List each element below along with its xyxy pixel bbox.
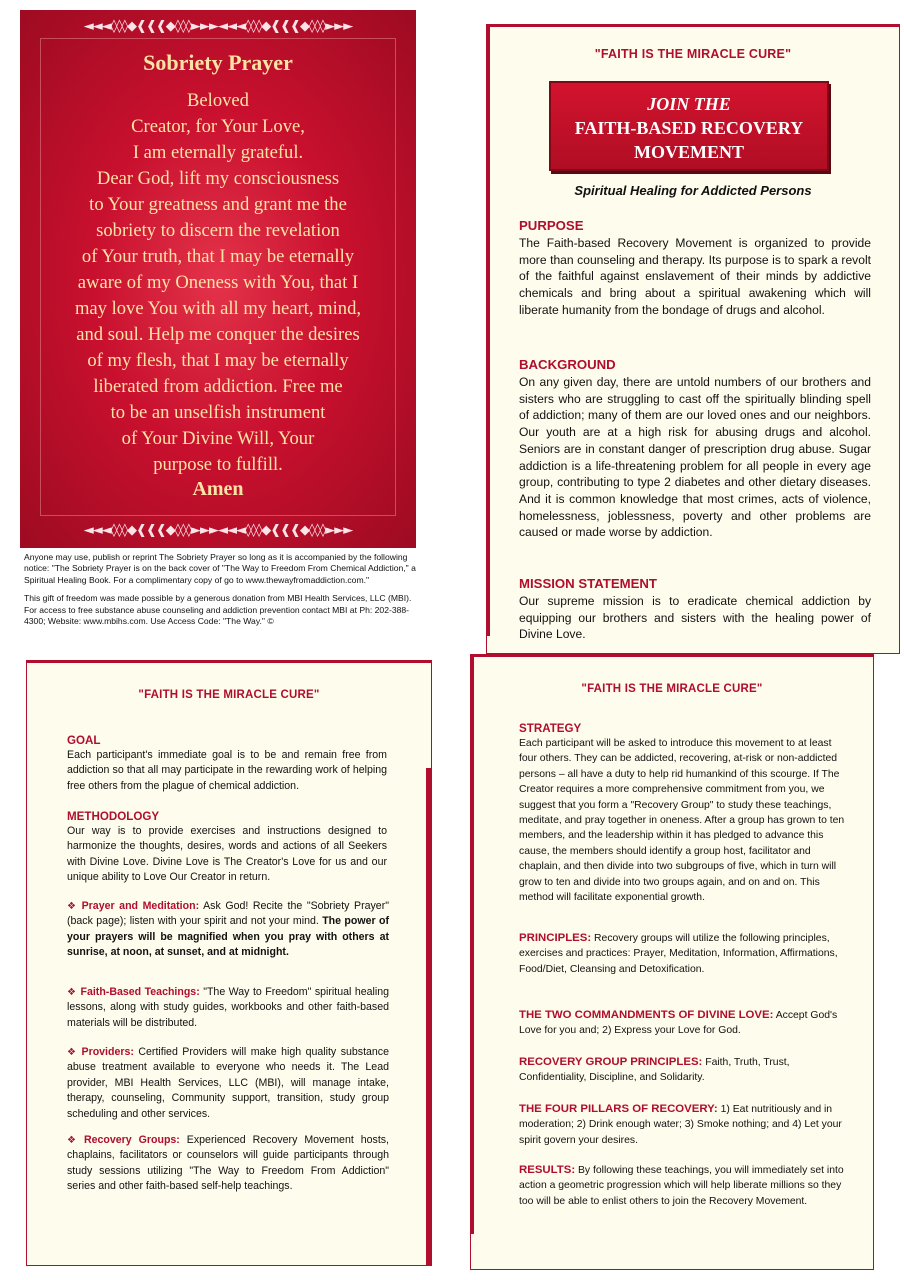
methodology-heading: METHODOLOGY [67,810,160,823]
commandments-text: Accept God's Love for you and; 2) Express your Love for God. [519,1010,838,1037]
prayer-line: to Your greatness and grant me the [89,194,347,215]
bullet-text: "The Way to Freedom" spiritual healing lessons, along with study guides, workbooks and other faith-based materials will be distributed. [67,986,389,1029]
mission-heading: MISSION STATEMENT [519,576,657,591]
diamond-bullet-icon: ❖ [67,901,78,912]
principles-section [519,931,849,977]
prayer-line: to be an unselfish instrument [110,402,326,423]
recovery-group-principles-text: Faith, Truth, Trust, Confidentiality, Discipline, and Solidarity. [519,1057,790,1084]
prayer-card [20,10,416,548]
purpose-text: The Faith-based Recovery Movement is organized to provide more than counseling and therapy. Its purpose is to spark a revolt of the faithful against enslavement of their minds by addictive chemicals and bring about a spiritual awakening which will liberate humanity from the bondage of drugs and alcohol. [519,236,871,317]
results-label: RESULTS: [519,1164,576,1176]
goal-heading: GOAL [67,734,101,747]
background-section [519,356,871,541]
prayer-line: of Your truth, that I may be eternally [81,246,355,267]
panel-side-bar [426,768,431,1266]
prayer-line: may love You with all my heart, mind, [74,298,362,319]
goal-text: Each participant's immediate goal is to be and remain free from addiction so that all may participate in the rewarding work of helping free others from the plague of chemical addiction. [67,749,387,792]
mission-section [519,575,871,643]
panel-kicker: "FAITH IS THE MIRACLE CURE" [581,683,763,695]
ornament-border-top: ◄◄◄◊◊◊◆❰❰❰◆◊◊◊►►►◄◄◄◊◊◊◆❰❰❰◆◊◊◊►►► [83,18,353,34]
four-pillars-text: 1) Eat nutritiously and in moderation; 2) Drink enough water; 3) Smoke nothing; and 4) Let your spirit govern your desires. [519,1104,842,1146]
prayer-line: purpose to fulfill. [153,454,283,475]
panel-kicker: "FAITH IS THE MIRACLE CURE" [138,689,320,701]
commandments-section [519,1008,849,1039]
join-banner-line1: JOIN THE [647,94,731,114]
prayer-line: I am eternally grateful. [132,142,304,163]
diamond-bullet-icon: ❖ [67,987,77,998]
panel-goal-methodology [26,660,432,1266]
prayer-body [48,88,388,478]
prayer-line: aware of my Oneness with You, that I [77,272,359,293]
diamond-bullet-icon: ❖ [67,1135,80,1146]
panel-top-rule [471,655,873,657]
prayer-notes [24,552,416,634]
strategy-section [519,721,849,905]
prayer-title: Sobriety Prayer [143,50,293,75]
recovery-group-principles-section [519,1055,849,1086]
background-heading: BACKGROUND [519,357,616,372]
methodology-section [67,809,387,886]
methodology-text: Our way is to provide exercises and instructions designed to harmonize the thoughts, desires, words and actions of all Seekers with Divine Love. Divine Love is The Creator's Love for us and our unique ability to Love Our Creator in return. [67,825,387,884]
ornament-border-bottom: ◄◄◄◊◊◊◆❰❰❰◆◊◊◊►►►◄◄◄◊◊◊◆❰❰❰◆◊◊◊►►► [83,522,353,538]
principles-label: PRINCIPLES: [519,932,592,944]
commandments-label: THE TWO COMMANDMENTS OF DIVINE LOVE: [519,1009,774,1021]
reprint-notice: Anyone may use, publish or reprint The Sobriety Prayer so long as it is accompanied by the following notice: "The Sobriety Prayer is on the back cover of "The Way to Freedom From Chemical Addiction," a Spiritual Healing Book. For a complimentary copy of go to www.thewayfromaddiction.com." [24,552,416,585]
bullet-prayer-meditation [67,899,389,961]
four-pillars-section [519,1102,849,1148]
purpose-heading: PURPOSE [519,218,584,233]
strategy-text: Each participant will be asked to introduce this movement to at least four others. They can be addicted, recovering, at-risk or non-addicted persons – all have a duty to help rid humankind of this scourge. If The Creator requires a more comprehensive commitment from you, we suggest that you form a "Recovery Group" to study these teachings, meditate, and pray together in oneness. After a group has grown to ten members, and the leadership within it has pledged to advance this cause, the members should identify a group host, facilitator and chaplain, and then divide into two subgroups of five, which in turn will grow to ten and divide into two groups again, and on and on. This method will facilitate exponential growth. [519,738,845,904]
results-section [519,1163,849,1209]
goal-section [67,733,387,794]
tagline: Spiritual Healing for Addicted Persons [574,183,812,198]
panel-side-bar [470,654,474,1234]
bullet-faith-teachings [67,985,389,1031]
bullet-providers [67,1045,389,1122]
recovery-group-principles-label: RECOVERY GROUP PRINCIPLES: [519,1056,703,1068]
strategy-heading: STRATEGY [519,722,582,735]
join-banner [549,81,829,171]
results-text: By following these teachings, you will immediately set into action a geometric progression which will help liberate millions so they too will be able to enlist others to join the Recovery Movement. [519,1165,844,1207]
gift-notice: This gift of freedom was made possible by a generous donation from MBI Health Services, LLC (MBI). For access to free substance abuse counseling and addiction prevention contact MBI at Ph: 202-388-4300; Website: www.mbihs.com. Use Access Code: "The Way." © [24,593,412,627]
prayer-line: of my flesh, that I may be eternally [87,350,349,371]
prayer-line: sobriety to discern the revelation [96,220,340,241]
bullet-label: Prayer and Meditation: [81,900,200,912]
mission-text: Our supreme mission is to eradicate chemical addiction by equipping our brothers and sisters with the healing power of Divine Love. [519,594,871,642]
prayer-line: Dear God, lift my consciousness [96,168,340,189]
bullet-emphasis: The power of your prayers will be magnified when you pray with others at sunrise, at noon, at sunset, and at midnight. [67,915,389,959]
bullet-text: Experienced Recovery Movement hosts, chaplains, facilitators or counselors will guide participants through study sessions utilizing "The Way to Freedom From Addiction" series and other faith-based self-help teachings. [67,1134,390,1193]
panel-top-rule [487,25,899,27]
bullet-label: Faith-Based Teachings: [80,986,200,998]
prayer-line: and soul. Help me conquer the desires [76,324,360,345]
bullet-recovery-groups [67,1133,389,1195]
prayer-line: of Your Divine Will, Your [121,428,315,449]
four-pillars-label: THE FOUR PILLARS OF RECOVERY: [519,1103,718,1115]
principles-text: Recovery groups will utilize the following principles, exercises and practices: Prayer, Meditation, Information, Affirmations, Food/Diet, Cleansing and Detoxification. [519,933,838,975]
diamond-bullet-icon: ❖ [67,1047,78,1058]
panel-strategy [470,654,874,1270]
panel-kicker: "FAITH IS THE MIRACLE CURE" [594,47,792,61]
prayer-line: Beloved [187,90,249,111]
panel-join-movement [486,24,900,654]
prayer-amen: Amen [192,478,244,500]
panel-side-bar [486,24,490,636]
join-banner-line3: MOVEMENT [634,142,744,162]
bullet-text: Certified Providers will make high quality substance abuse treatment available to everyone who needs it. The Lead provider, MBI Health Services, LLC (MBI), will manage intake, therapy, counseling, Community support, transition, study group scheduling and other services. [67,1046,389,1120]
purpose-section [519,217,871,319]
bullet-label: Recovery Groups: [83,1134,180,1146]
bullet-text: Ask God! Recite the "Sobriety Prayer" (back page); listen with your spirit and not your mind. [67,900,389,928]
prayer-line: Creator, for Your Love, [131,116,305,137]
background-text: On any given day, there are untold numbers of our brothers and sisters who are struggling to cast off the spiritually blinding spell of addiction; many of them are our loved ones and our neighbors. Our youth are at a high risk for abusing drugs and alcohol. Seniors are in constant danger of prescription drug abuse. Sugar addiction is a life-threatening problem for all people in every age group, contributing to type 2 diabetes and other dietary diseases. And it is common knowledge that most crimes, acts of violence, homelessness, joblessness, poverty and other problems are caused or made worse by addiction. [519,375,871,540]
bullet-label: Providers: [81,1046,134,1058]
join-banner-line2: FAITH-BASED RECOVERY [574,118,804,138]
panel-top-rule [27,661,431,663]
prayer-line: liberated from addiction. Free me [93,376,343,397]
